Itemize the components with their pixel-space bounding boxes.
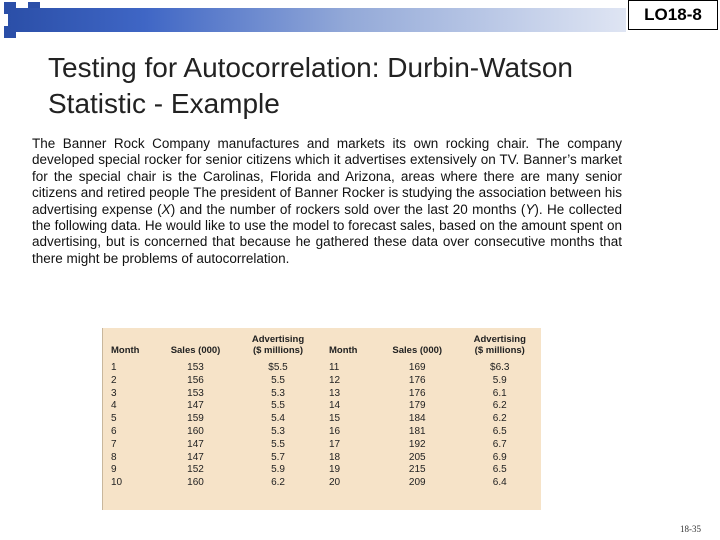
description-part-2: ) and the number of rockers sold over the last 20 months ( (170, 201, 526, 217)
cell-advertising: 5.5 (271, 438, 285, 450)
table-row (105, 375, 541, 388)
slide-number: 18-35 (680, 524, 701, 534)
cell-advertising: 6.5 (492, 425, 507, 437)
cell-month: 3 (111, 387, 117, 399)
cell-month: 1 (111, 362, 117, 373)
cell-advertising: 5.4 (271, 413, 285, 425)
table-body (105, 362, 541, 490)
cell-advertising: 6.2 (492, 413, 507, 425)
table-row (105, 477, 541, 490)
cell-sales: 147 (187, 400, 204, 412)
cell-month: 10 (111, 477, 123, 489)
cell-month: 20 (328, 477, 341, 489)
table-row (105, 400, 541, 413)
y-variable: Y (525, 201, 535, 217)
cell-sales: 209 (408, 477, 426, 489)
cell-sales: 160 (187, 477, 204, 489)
header-sales: Sales (000) (392, 345, 443, 356)
header-advertising-line-2: ($ millions) (474, 345, 525, 356)
cell-sales: 153 (187, 362, 204, 373)
cell-sales: 153 (187, 387, 204, 399)
cell-advertising: 5.5 (271, 374, 285, 386)
cell-advertising: 5.5 (271, 400, 285, 412)
table-row (105, 464, 541, 477)
cell-month: 19 (328, 464, 341, 476)
cell-month: 8 (111, 451, 117, 463)
table-row (105, 388, 541, 401)
cell-sales: 159 (187, 413, 204, 425)
cell-advertising: 6.2 (271, 477, 285, 489)
cell-sales: 160 (187, 425, 204, 437)
data-table-panel (102, 328, 541, 510)
cell-advertising: 5.9 (492, 374, 507, 386)
cell-month: 4 (111, 400, 117, 412)
cell-sales: 215 (408, 464, 426, 476)
table-row (105, 413, 541, 426)
cell-sales: 192 (408, 438, 426, 450)
cell-advertising: 6.4 (492, 477, 507, 489)
cell-sales: 169 (408, 362, 426, 373)
cell-advertising: 6.7 (492, 438, 507, 450)
x-variable: X (161, 201, 171, 217)
problem-description (32, 136, 622, 267)
cell-sales: 179 (408, 400, 426, 412)
cell-month: 9 (111, 464, 117, 476)
cell-advertising: 6.5 (492, 464, 507, 476)
table-row (105, 439, 541, 452)
header-advertising-line-1: Advertising (251, 334, 305, 345)
cell-advertising: 5.9 (271, 464, 285, 476)
cell-advertising: 6.1 (492, 387, 507, 399)
learning-objective-badge: LO18-8 (628, 0, 718, 30)
cell-month: 17 (328, 438, 341, 450)
slide-title-line-1: Testing for Autocorrelation: Durbin-Watson (48, 52, 573, 83)
slide-title-line-2: Statistic - Example (48, 88, 280, 119)
cell-sales: 184 (408, 413, 426, 425)
header-month: Month (111, 345, 140, 356)
cell-advertising: 6.2 (492, 400, 507, 412)
cell-advertising: $6.3 (490, 362, 510, 373)
slide-title (48, 50, 688, 122)
cell-sales: 147 (187, 451, 204, 463)
cell-month: 16 (328, 425, 341, 437)
table-row (105, 452, 541, 465)
cell-month: 7 (111, 438, 117, 450)
header-advertising-line-2: ($ millions) (252, 345, 304, 356)
description-part-3: ). He collected the following data. He would like to use the model to forecast sales, based on the amount spent on advertising, but is concerned that because he gathered these data over consecutive months that there might be problems of autocorrelation. (32, 201, 623, 266)
cell-month: 13 (328, 387, 341, 399)
table-row (105, 426, 541, 439)
cell-month: 11 (328, 362, 340, 373)
cell-advertising: 5.7 (271, 451, 285, 463)
header-month: Month (328, 345, 358, 356)
sales-advertising-table (105, 334, 541, 490)
table-header-row (105, 334, 541, 362)
cell-sales: 152 (187, 464, 204, 476)
cell-advertising: 5.3 (271, 387, 285, 399)
cell-month: 15 (328, 413, 341, 425)
cell-advertising: 5.3 (271, 425, 285, 437)
table-row (105, 362, 541, 375)
description-part-1: The Banner Rock Company manufactures and markets its own rocking chair. The company developed special rocker for senior citizens which it advertises extensively on TV. Banner’s market for the special chair is the Carolinas, Florida and Arizona, areas where there are many senior citizens and retired people The president of Banner Rocker is studying the association between his advertising expense ( (32, 136, 622, 217)
cell-advertising: 6.9 (492, 451, 507, 463)
cell-sales: 156 (187, 374, 204, 386)
cell-sales: 205 (408, 451, 426, 463)
cell-month: 18 (328, 451, 341, 463)
header-gradient-bar (8, 8, 626, 32)
cell-month: 14 (328, 400, 341, 412)
cell-month: 12 (328, 374, 341, 386)
cell-sales: 147 (187, 438, 204, 450)
header-advertising-line-1: Advertising (473, 334, 526, 345)
cell-month: 6 (111, 425, 117, 437)
cell-sales: 176 (408, 387, 426, 399)
cell-month: 2 (111, 374, 117, 386)
header-advertising (459, 334, 541, 362)
cell-sales: 181 (408, 425, 426, 437)
header-sales: Sales (000) (170, 345, 221, 356)
cell-advertising: $5.5 (268, 362, 288, 373)
cell-sales: 176 (408, 374, 426, 386)
header-advertising (233, 334, 323, 362)
cell-month: 5 (111, 413, 117, 425)
